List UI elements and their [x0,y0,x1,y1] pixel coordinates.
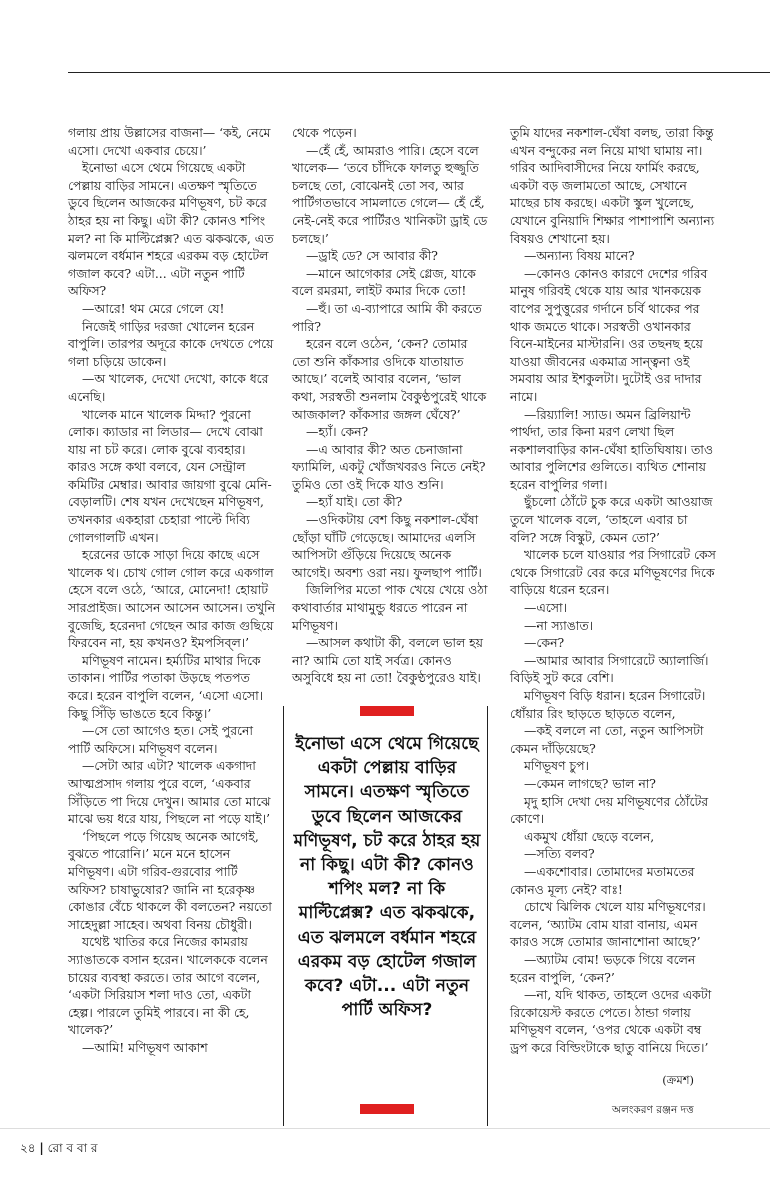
paragraph: —কেন? [524,635,565,651]
page-number: ২৪ [20,1141,36,1155]
text-column-1 [68,124,276,1056]
paragraph: —সেটা আর এটা? খালেক একগাদা আত্মপ্রসাদ গলায় পুরে বলে, ‘একবার সিঁড়িতে পা দিয়ে দেখুন। আমার তো মাঝে মাঝে ভয় ধরে যায়, পিছলে না পড়ে যাই।’ [68,758,271,827]
paragraph: —সে তো আগেও হত। সেই পুরনো পার্টি অফিসে। মণিভূষণ বলেন। [68,723,253,756]
paragraph: —কেমন লাগছে? ভাল না? [524,775,656,791]
paragraph: —রিয়্যালি! স্যাড। অমন ব্রিলিয়ান্ট পার্থদা, তার কিনা মরণ লেখা ছিল নকশালবাড়ির কান-ঘেঁষা হাতিঘিষায়। তাও আবার পুলিশের গুলিতে। ব্যথিত শোনায় হরেন বাপুলির গলা। [510,406,713,492]
paragraph: —ওদিকটায় বেশ কিছু নকশাল-ঘেঁষা ছোঁড়া ঘাঁটি গেড়েছে। আমাদের এলসি আপিসটা গুঁড়িয়ে দিয়েছে অনেক আগেই। অবশ্য ওরা নয়। ফুলছাপ পার্টি। [292,512,482,580]
paragraph: —সত্যি বলব? [524,846,595,862]
paragraph: গলায় প্রায় উল্লাসের বাজনা— ‘কই, নেমে এসো। দেখো একবার চেয়ে।’ [68,125,271,158]
pull-quote-text: ইনোভা এসে থেমে গিয়েছে একটা পেল্লায় বাড়ির সামনে। এতক্ষণ স্মৃতিতে ডুবে ছিলেন আজকের মণিভূষণ, চট করে ঠাহর হয় না কিছু। এটা কী? কোনও শপিং মল? না কি মাল্টিপ্লেক্স? এত ঝকঝকে, এত ঝলমলে বর্ধমান শহরে এরকম বড় হোটেল গজাল কবে? এটা... এটা নতুন পার্টি অফিস? [293,734,481,1021]
paragraph: —এসো। [524,600,568,616]
pull-quote-right-rule [487,706,488,1126]
paragraph: খালেক চলে যাওয়ার পর সিগারেট কেস থেকে সিগারেট বের করে মণিভূষণের দিকে বাড়িয়ে ধরেন হরেন। [510,547,716,598]
paragraph: —কোনও কোনও কারণে দেশের গরিব মানুষ গরিবই থেকে যায় আর খানকয়েক বাপের সুপুত্তুরের গর্দানে চর্বি থাকের পর থাক জমতে থাকে। সরস্বতী ওখানকার বিনে-মাইনের মাস্টারনি। ওর তছনছ হয়ে যাওয়া জীবনের একমাত্র সান্ত্বনা ওই সমবায় আর ইশকুলটা। দুটোই ওর দাদার নামে। [510,265,708,404]
pull-quote-box [288,706,486,1126]
paragraph: হরেনের ডাকে সাড়া দিয়ে কাছে এসে খালেক থ। চোখ গোল গোল করে একগাল হেসে বলে ওঠে, ‘আরে, মোনেদা! হোয়াট সারপ্রাইজ। আসেন আসেন আসেন। তখুনি বুজেছি, হরেনদা গেছেন আর কাজ গুছিয়ে ফিরবেন না, হয় কখনও? ইমপসিব্‌ল।’ [68,547,275,651]
footer-rule [0,1128,770,1129]
paragraph: মণিভূষণ নামেন। হর্ম্যটির মাথার দিকে তাকান। পার্টির পতাকা উড়ছে পতপত করে। হরেন বাপুলি বলেন, ‘এসো এসো। কিছু সিঁড়ি ভাঙতে হবে কিন্তু।’ [68,652,264,721]
paragraph: একমুখ ধোঁয়া ছেড়ে বলেন, [524,828,655,844]
paragraph: —ড্রাই ডে? সে আবার কী? [306,248,438,264]
paragraph: নিজেই গাড়ির দরজা খোলেন হরেন বাপুলি। তারপর অদূরে কাকে দেখতে পেয়ে গলা চড়িয়ে ডাকেন। [68,318,274,369]
paragraph: —না স্যাঙাত। [524,617,594,633]
paragraph: ইনোভা এসে থেমে গিয়েছে একটা পেল্লায় বাড়ির সামনে। এতক্ষণ স্মৃতিতে ডুবে ছিলেন আজকের মণিভূষণ, চট করে ঠাহর হয় না কিছু। এটা কী? কোনও শপিং মল? না কি মাল্টিপ্লেক্স? এত ঝকঝকে, এত ঝলমলে বর্ধমান শহরে এরকম বড় হোটেল গজাল কবে? এটা... এটা নতুন পার্টি অফিস? [68,160,274,299]
paragraph: খালেক মানে খালেক মিদ্দা? পুরনো লোক। ক্যাডার না লিডার— দেখে বোঝা যায় না চট করে। লোক বুঝে ব্যবহার। কারও সঙ্গে কথা বলবে, যেন সেন্ট্রাল কমিটির মেম্বার। আবার জায়গা বুঝে মেনি-বেড়ালটি। শেষ যখন দেখেছেন মণিভূষণ, তখনকার একহারা চেহারা পাল্টে দিব্যি গোলগালটি এখন। [68,406,272,545]
folio-separator: | [39,1141,44,1155]
folio [20,1140,97,1160]
top-rule [68,72,770,73]
paragraph: জিলিপির মতো পাক খেয়ে খেয়ে ওঠা কথাবার্তার মাথামুন্ডু ধরতে পারেন না মণিভূষণ। [292,582,488,633]
continued-marker: (ক্রমশ) [662,1073,694,1087]
paragraph: —আমার আবার সিগারেটে অ্যালার্জি। বিড়িই সুট করে বেশি। [510,652,709,686]
paragraph: হরেন বলে ওঠেন, ‘কেন? তোমার তো শুনি কাঁকসার ওদিকে যাতায়াত আছে।’ বলেই আবার বলেন, ‘ভাল কথা, সরস্বতী শুনলাম বৈকুণ্ঠপুরেই থাকে আজকাল? কাঁকসার জঙ্গল ঘেঁষে?’ [292,336,487,422]
paragraph: —আসল কথাটা কী, বললে ভাল হয় না? আমি তো যাই সর্বত্র। কোনও অসুবিধে হয় না তো! বৈকুণ্ঠপুরেও যাই। [292,635,483,686]
paragraph: —অ্যাটম বোম! ভড়কে গিয়ে বলেন হরেন বাপুলি, ‘কেন?’ [510,951,696,985]
paragraph: —অন্যান্য বিষয় মানে? [524,248,635,264]
paragraph: —একশোবার। তোমাদের মতামতের কোনও মূল্য নেই? বাঃ! [510,863,695,897]
paragraph: —কই বললে না তো, নতুন আপিসটা কেমন দাঁড়িয়েছে? [510,723,704,756]
paragraph: —হ্যাঁ যাই। তো কী? [306,494,403,510]
text-column-3 [510,124,716,1056]
paragraph: —আমি! মণিভূষণ আকাশ [82,1039,208,1055]
pull-quote-top-bar [360,706,414,716]
paragraph: —আরে! থম মেরে গেলে যে! [82,300,225,316]
magazine-name: রো ব বা র [47,1141,98,1155]
paragraph: —অ খালেক, দেখো দেখো, কাকে ধরে এনেছি। [68,371,269,404]
paragraph: —হ্যাঁ। কেন? [306,424,369,440]
paragraph: ‘পিছলে পড়ে গিয়েছ অনেক আগেই, বুঝতে পারোনি।’ মনে মনে হাসেন মণিভূষণ। এটা গরিব-গুরবোর পার্টি অফিস? চাষাভুষোর? জানি না হরেকৃষ্ণ কোঙার বেঁচে থাকলে কী বলতেন? নয়তো সাহেদুল্লা সাহেব। অথবা বিনয় চৌধুরী। [68,828,272,932]
paragraph: মৃদু হাসি দেখা দেয় মণিভূষণের ঠোঁটের কোণে। [510,793,709,827]
pull-quote-bottom-bar [360,1104,414,1114]
text-column-2 [292,124,488,687]
paragraph: ছুঁচলো ঠোঁটে চুক করে একটা আওয়াজ তুলে খালেক বলে, ‘তাহলে এবার চা বলি? সঙ্গে বিস্কুট, কেমন তো?’ [510,494,713,545]
paragraph: যথেষ্ট খাতির করে নিজের কামরায় স্যাঙাতকে বসান হরেন। খালেককে বলেন চায়ের ব্যবস্থা করতে। তার আগে বলেন, ‘একটা সিরিয়াস শলা দাও তো, একটা হেল্প। পারলে তুমিই পারবে। না কী হে, খালেক?’ [68,934,268,1038]
paragraph: —না, যদি থাকত, তাহলে ওদের একটা রিকোয়েস্ট করতে পেতে। ঠান্ডা গলায় মণিভূষণ বলেন, ‘ওপর থেকে একটা বম্ব ড্রপ করে বিল্ডিংটাকে ছাতু বানিয়ে দিতে।’ [510,987,712,1055]
paragraph: মণিভূষণ চুপ। [524,758,589,774]
pull-quote-left-rule [283,706,284,1126]
paragraph: মণিভূষণ বিড়ি ধরান। হরেন সিগারেট। ধোঁয়ার রিং ছাড়তে ছাড়তে বলেন, [510,688,706,721]
paragraph: —মানে আগেকার সেই গ্লেজ, যাকে বলে রমরমা, লাইট কমার দিকে তো! [292,265,476,299]
paragraph: —এ আবার কী? অত চেনাজানা ফ্যামিলি, একটু খোঁজখবরও নিতে নেই? তুমিও তো ওই দিকে যাও শুনি। [292,441,486,492]
paragraph: তুমি যাদের নকশাল-ঘেঁষা বলছ, তারা কিন্তু এখন বন্দুকের নল নিয়ে মাথা ঘামায় না। গরিব আদিবাসীদের নিয়ে ফার্মিং করছে, একটা বড় জলামতো আছে, সেখানে মাছের চাষ করছে। একটা স্কুল খুলেছে, যেখানে বুনিয়াদি শিক্ষার পাশাপাশি অন্যান্য বিষয়ও শেখানো হয়। [510,125,715,246]
paragraph: —হেঁ হেঁ, আমরাও পারি। হেসে বলে খালেক— ‘তবে চাঁদিকে ফালতু হুজ্জুতি চলছে তো, বোঝেনই তো সব, আর পার্টিগতভাবে সামলাতে গেলে— হেঁ হেঁ, নেই-নেই করে পার্টিরও খানিকটা ড্রাই ডে চলছে।’ [292,142,488,246]
paragraph: থেকে পড়েন। [292,125,357,140]
paragraph: —হুঁ। তা এ-ব্যাপারে আমি কী করতে পারি? [292,300,482,334]
illustration-credit: অলংকরণ রঞ্জন দত্ত [612,1104,694,1116]
paragraph: চোখে ঝিলিক খেলে যায় মণিভূষণের। বলেন, ‘অ্যাটম বোম যারা বানায়, এমন কারও সঙ্গে তোমার জানাশোনা আছে?’ [510,899,706,950]
